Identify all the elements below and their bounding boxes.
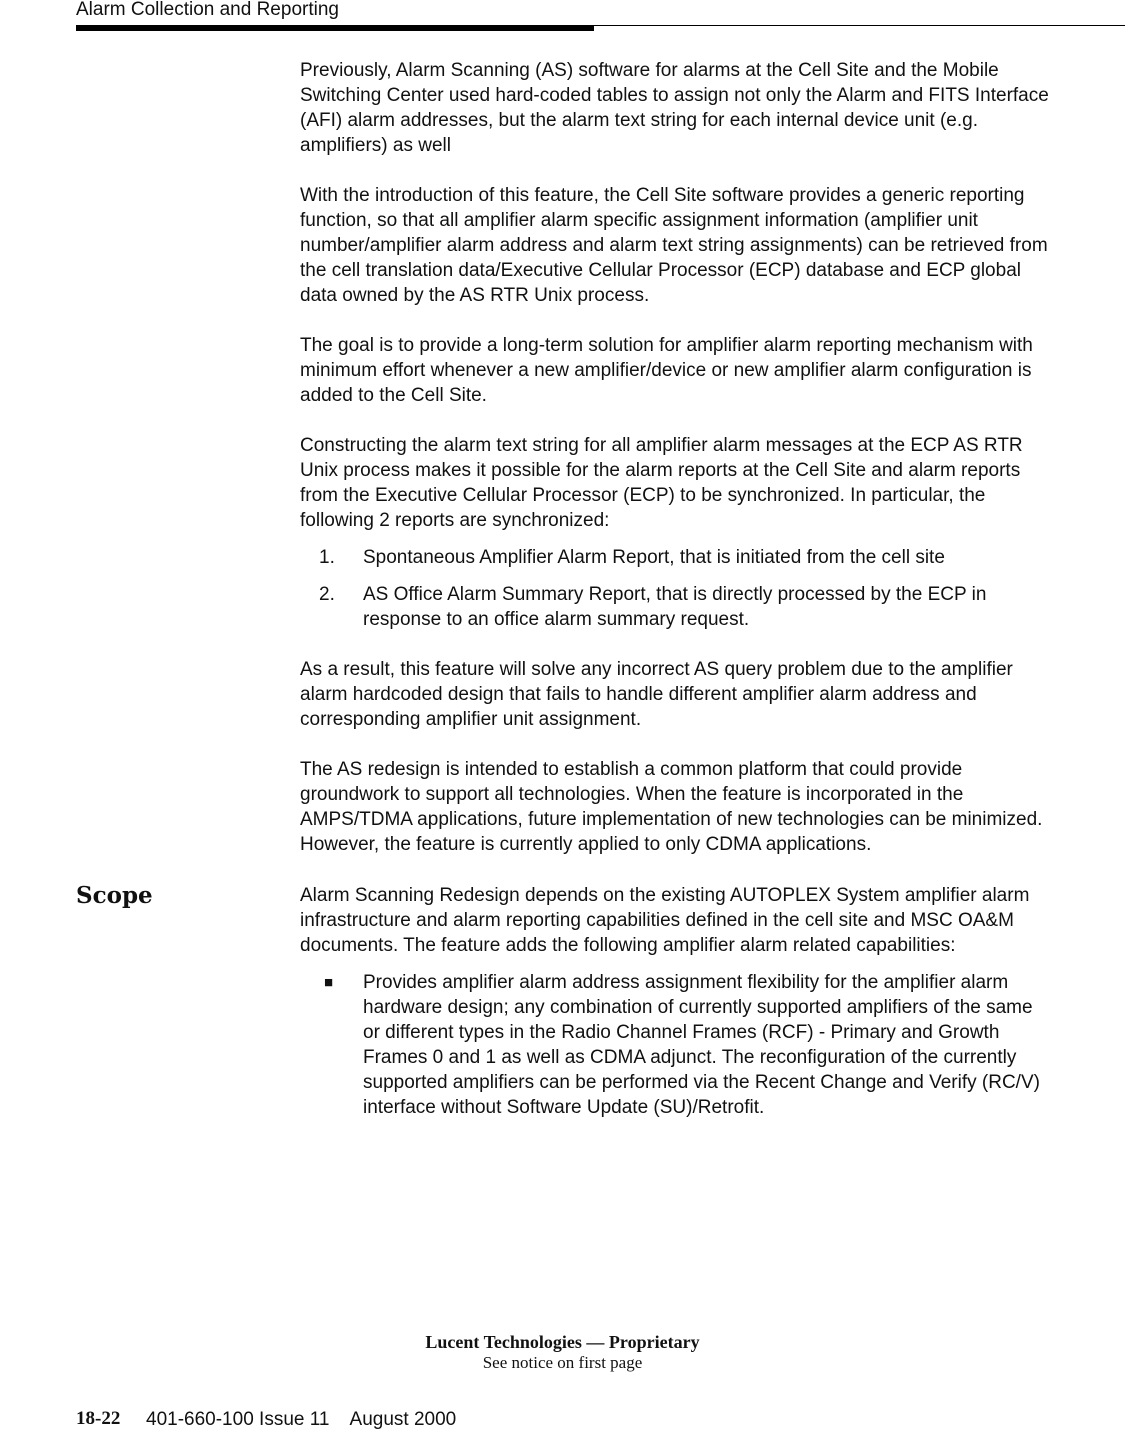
header-rule-thick bbox=[76, 25, 594, 31]
footer-proprietary-notice: Lucent Technologies — Proprietary bbox=[425, 1332, 700, 1352]
header-rule-thin bbox=[594, 25, 1125, 26]
footer-see-notice: See notice on first page bbox=[482, 1353, 643, 1372]
square-bullet-icon: ■ bbox=[324, 974, 334, 991]
section-heading-scope: Scope bbox=[76, 882, 153, 909]
document-info: 401-660-100 Issue 11 August 2000 bbox=[146, 1409, 457, 1430]
body-text-column bbox=[300, 58, 1050, 882]
scope-text-column bbox=[300, 883, 1050, 1132]
paragraph: With the introduction of this feature, the Cell Site software provides a generic reporting function, so that all amplifier alarm specific assignment information (amplifier unit number/amplifier alarm address and alarm text string assignments) can be retrieved from the cell translation data/Executive Cellular Processor (ECP) database and ECP global data owned by the AS RTR Unix process. bbox=[300, 185, 1048, 306]
list-number: 2. bbox=[319, 584, 335, 605]
running-header-title: Alarm Collection and Reporting bbox=[76, 0, 339, 20]
bullet-list-item bbox=[300, 970, 1050, 1120]
list-item-text: AS Office Alarm Summary Report, that is directly processed by the ECP in response to an office alarm summary request. bbox=[363, 584, 987, 630]
list-item-text: Provides amplifier alarm address assignment flexibility for the amplifier alarm hardware design; any combination of currently supported amplifiers of the same or different types in the Radio Channel Frames (RCF) - Primary and Growth Frames 0 and 1 as well as CDMA adjunct. The reconfiguration of the currently supported amplifiers can be performed via the Recent Change and Verify (RC/V) interface without Software Update (SU)/Retrofit. bbox=[363, 972, 1040, 1118]
paragraph: Previously, Alarm Scanning (AS) software for alarms at the Cell Site and the Mobile Switching Center used hard-coded tables to assign not only the Alarm and FITS Interface (AFI) alarm addresses, but the alarm text string for each internal device unit (e.g. amplifiers) as well bbox=[300, 60, 1049, 156]
paragraph: As a result, this feature will solve any incorrect AS query problem due to the amplifier alarm hardcoded design that fails to handle different amplifier alarm address and corresponding amplifier unit assignment. bbox=[300, 659, 1013, 730]
list-number: 1. bbox=[319, 547, 335, 568]
numbered-list-item bbox=[300, 582, 1050, 632]
numbered-list-item bbox=[300, 545, 1050, 570]
paragraph: Constructing the alarm text string for all amplifier alarm messages at the ECP AS RTR Unix process makes it possible for the alarm reports at the Cell Site and alarm reports from the Executive Cellular Processor (ECP) to be synchronized. In particular, the following 2 reports are synchronized: bbox=[300, 435, 1023, 531]
list-item-text: Spontaneous Amplifier Alarm Report, that is initiated from the cell site bbox=[363, 547, 945, 568]
spacer bbox=[300, 644, 1050, 657]
page-number: 18-22 bbox=[76, 1408, 121, 1429]
paragraph: Alarm Scanning Redesign depends on the existing AUTOPLEX System amplifier alarm infrastructure and alarm reporting capabilities defined in the cell site and MSC OA&M documents. The feature adds the following amplifier alarm related capabilities: bbox=[300, 885, 1030, 956]
paragraph: The goal is to provide a long-term solution for amplifier alarm reporting mechanism with minimum effort whenever a new amplifier/device or new amplifier alarm configuration is added to the Cell Site. bbox=[300, 335, 1033, 406]
paragraph: The AS redesign is intended to establish a common platform that could provide groundwork to support all technologies. When the feature is incorporated in the AMPS/TDMA applications, future implementation of new technologies can be minimized. However, the feature is currently applied to only CDMA applications. bbox=[300, 759, 1043, 855]
